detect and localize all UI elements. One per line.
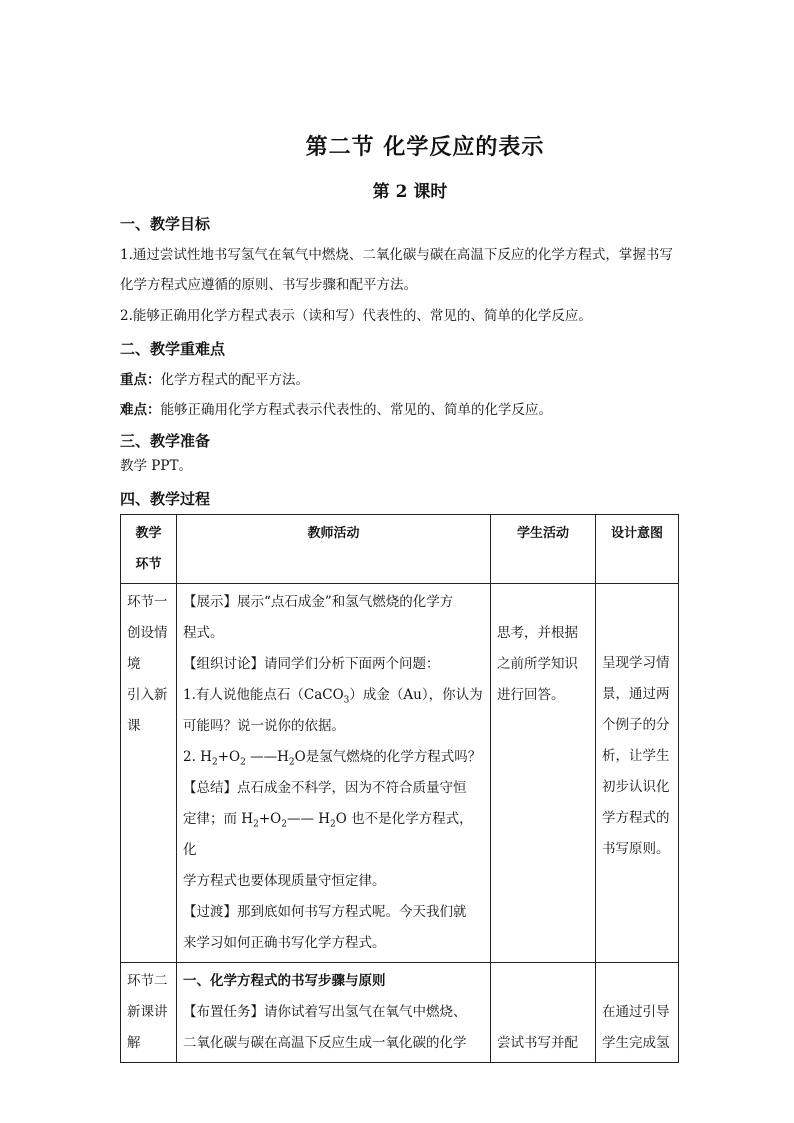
header-stage: 教学 环节: [121, 515, 177, 584]
preparation-text: 教学 PPT。: [120, 458, 192, 474]
section-heading-key-points: 二、教学重难点: [120, 340, 226, 358]
section-heading-preparation: 三、教学准备: [120, 432, 211, 450]
difficult-point: [120, 395, 680, 425]
key-point-text: 化学方程式的配平方法。: [160, 372, 309, 388]
question-2-line: 2. $H_2+O_2$ $——H_2O$是氢气燃烧的化学方程式吗？: [183, 749, 482, 768]
section-heading-objectives: 一、教学目标: [120, 215, 211, 233]
lesson-process-table: [120, 514, 679, 1063]
design-intent-cell: 呈现学习情 景，通过两 个例子的分 析，让学生 初步认识化 学方程式的 书写原则。: [596, 584, 679, 963]
student-activity-cell: 思考，并根据 之前所学知识 进行回答。: [491, 584, 596, 963]
header-teacher-activity: 教师活动: [177, 515, 491, 584]
header-student-activity: 学生活动: [491, 515, 596, 584]
question-1-line: 1.有人说他能点石（CaCO$_3$）成金（Au），你认为: [183, 687, 483, 706]
page-subtitle: 第 2 课时: [372, 182, 448, 202]
key-point: [120, 365, 680, 395]
page-title: 第二节 化学反应的表示: [305, 134, 545, 160]
summary-equation-line: 定律；而 $H_2+O_2——$ $H_2O$ 也不是化学方程式，化: [183, 811, 473, 858]
teacher-activity-cell: 【展示】展示“点石成金”和氢气燃烧的化学方 程式。 【组织讨论】请同学们分析下面两个问题： 1.有人说他能点石（CaCO$_3$）成金（Au），你认为 可能吗？说一说你的依据。 2. $H_2+O_2$ $——H_2O$是氢气燃烧的化学方程式吗？ 【总结】点石成金不科学，因为不符合质量守恒 定律；而 $H_2+O_2——$ $H_2O$ 也不是化学方程式，化 学方程式也要体现质量守恒定律。 【过渡】那到底如何书写方程式呢。今天我们就 来学习如何正确书写化学方程式。: [177, 584, 491, 963]
section-heading-process: 四、教学过程: [120, 490, 211, 508]
table-row: [121, 584, 679, 963]
design-intent-cell: 在通过引导 学生完成氢: [596, 963, 679, 1063]
table-row: [121, 963, 679, 1063]
header-design-intent: 设计意图: [596, 515, 679, 584]
table-header-row: [121, 515, 679, 584]
key-point-label: 重点：: [120, 372, 161, 388]
difficult-point-label: 难点：: [120, 402, 161, 418]
stage-cell: 环节二 新课讲 解: [121, 963, 177, 1063]
teacher-activity-cell: 一、化学方程式的书写步骤与原则 【布置任务】请你试着写出氢气在氧气中燃烧、 二氧化碳与碳在高温下反应生成一氧化碳的化学: [177, 963, 491, 1063]
stage-cell: 环节一 创设情 境 引入新 课: [121, 584, 177, 963]
student-activity-cell: 尝试书写并配: [491, 963, 596, 1063]
objective-item-2: 2.能够正确用化学方程式表示（读和写）代表性的、常见的、简单的化学反应。: [120, 308, 592, 324]
difficult-point-text: 能够正确用化学方程式表示代表性的、常见的、简单的化学反应。: [160, 402, 552, 418]
objective-item-1: 1.通过尝试性地书写氢气在氧气中燃烧、二氧化碳与碳在高温下反应的化学方程式，掌握书写化学方程式应遵循的原则、书写步骤和配平方法。: [120, 247, 673, 293]
